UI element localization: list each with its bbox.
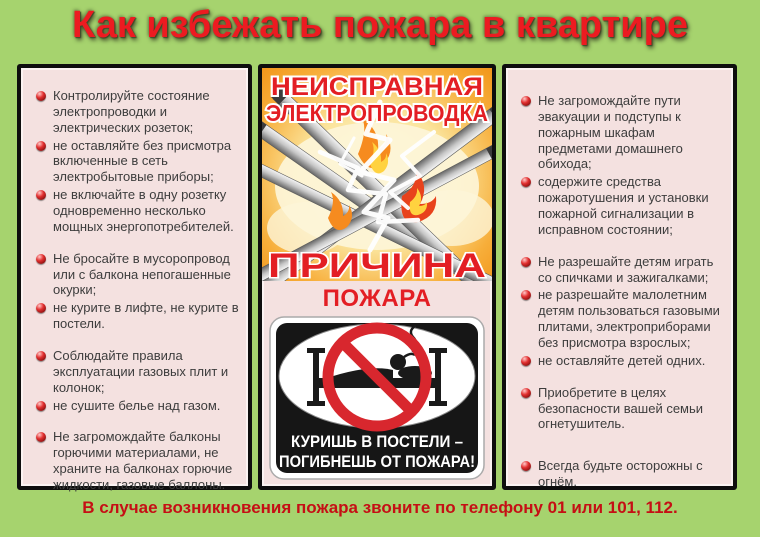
list-item [521, 93, 726, 172]
list-item [521, 353, 726, 369]
sign-caption-line1: КУРИШЬ В ПОСТЕЛИ – [291, 432, 463, 451]
left-tips-panel [17, 64, 252, 493]
bullet-icon [36, 190, 46, 200]
list-item [36, 348, 241, 396]
list-item [521, 254, 726, 286]
bullet-icon [521, 290, 531, 300]
right-tips-list [506, 68, 733, 490]
bullet-icon [36, 91, 46, 101]
bullet-icon [521, 461, 531, 471]
list-item-text: Не бросайте в мусоропровод или с балкона непогашенные окурки; [53, 250, 231, 298]
faulty-wiring-poster [262, 68, 492, 281]
list-item-text: не оставляйте детей одних. [538, 352, 706, 368]
pozhara-label: ПОЖАРА [322, 285, 432, 312]
list-item [521, 458, 726, 490]
bullet-icon [36, 351, 46, 361]
list-item-text: содержите средства пожаротушения и установки пожарной сигнализации в исправном состоянии; [538, 174, 709, 237]
list-item [36, 251, 241, 299]
list-item [521, 287, 726, 350]
list-item-text: не разрешайте малолетним детям пользоваться газовыми плитами, электроприборами без присмотра взрослых; [538, 287, 720, 351]
center-images-panel [258, 64, 496, 490]
page-title: Как избежать пожара в квартире [72, 4, 688, 46]
tips-group-electricity [36, 88, 241, 235]
tips-group-careful [521, 458, 726, 490]
tips-group-smoking [36, 251, 241, 332]
list-item [36, 429, 241, 492]
list-item-text: Всегда будьте осторожны с огнём. [538, 458, 703, 490]
list-item-text: Не загромождайте пути эвакуации и подступы к пожарным шкафам предметами домашнего обихода; [538, 93, 683, 172]
list-item [36, 187, 241, 235]
emergency-phone-warning: В случае возникновения пожара звоните по телефону 01 или 101, 112. [82, 498, 678, 517]
list-item-text: Приобретите в целях безопасности вашей семьи огнетушитель. [538, 384, 704, 432]
bullet-icon [36, 254, 46, 264]
list-item-text: не сушите белье над газом. [53, 397, 221, 413]
list-item-text: не включайте в одну розетку одновременно несколько мощных энергопотребителей. [53, 187, 234, 234]
list-item [36, 138, 241, 186]
poster-caption-prichina: ПРИЧИНА [268, 247, 486, 281]
right-tips-panel [502, 64, 737, 490]
left-tips-list [21, 68, 248, 493]
bullet-icon [521, 388, 531, 398]
list-item [36, 300, 241, 332]
tips-group-gas [36, 348, 241, 413]
tips-group-balcony [36, 429, 241, 492]
list-item-text: Контролируйте состояние электропроводки и электрических розеток; [53, 88, 210, 135]
list-item-text: Не разрешайте детям играть со спичками и зажигалками; [538, 253, 714, 285]
poster-headline-line2: ЭЛЕКТРОПРОВОДКА [266, 100, 488, 126]
list-item-text: Не загромождайте балконы горючими материалами, не храните на балконах горючие жидкости, газовые баллоны. [53, 429, 233, 493]
tips-group-extinguisher [521, 385, 726, 433]
list-item-text: не курите в лифте, не курите в постели. [53, 300, 239, 332]
bullet-icon [521, 356, 531, 366]
list-item [36, 88, 241, 136]
sign-caption-line2: ПОГИБНЕШЬ ОТ ПОЖАРА! [279, 452, 475, 471]
bullet-icon [36, 141, 46, 151]
list-item-text: Соблюдайте правила эксплуатации газовых плит и колонок; [53, 348, 229, 395]
bullet-icon [521, 177, 531, 187]
list-item [521, 174, 726, 237]
list-item-text: не оставляйте без присмотра включенные в сеть электробытовые приборы; [53, 137, 232, 185]
bullet-icon [36, 432, 46, 442]
list-item [36, 398, 241, 414]
bullet-icon [36, 401, 46, 411]
bullet-icon [36, 303, 46, 313]
poster-headline-line1: НЕИСПРАВНАЯ [271, 73, 483, 101]
no-smoking-in-bed-sign [269, 316, 485, 480]
tips-group-children [521, 254, 726, 369]
bullet-icon [521, 257, 531, 267]
tips-group-evacuation [521, 93, 726, 238]
list-item [521, 385, 726, 433]
bullet-icon [521, 96, 531, 106]
